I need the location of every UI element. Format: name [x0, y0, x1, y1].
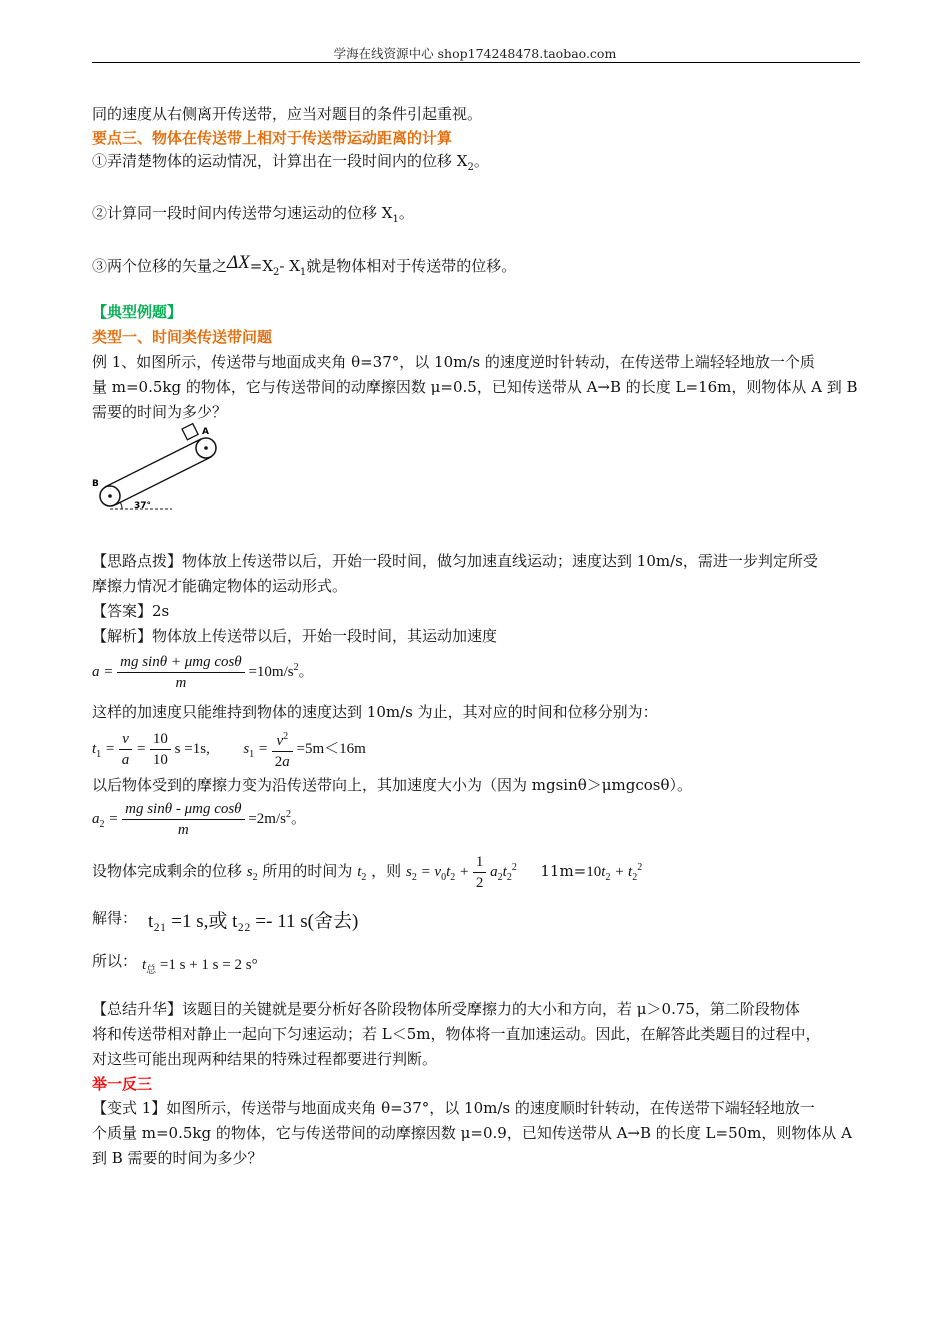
t1-result: =1s,: [184, 740, 210, 757]
equation-acceleration: a = $\frac{\text{mg sinθ + μmg cosθ}}{m}$ $=10m/s^2$。: [92, 654, 314, 691]
step-3-text-b: =X: [249, 257, 274, 275]
delta-x-symbol: ΔX: [227, 252, 250, 273]
step-2-sub: 1: [392, 214, 399, 225]
example-1-line-2: 量 m=0.5kg 的物体，它与传送带间的动摩擦因数 μ=0.5，已知传送带从 A→B 的长度 L=16m，则物体从 A 到 B: [92, 378, 858, 396]
variant-1-line-3: 到 B 需要的时间为多少？: [92, 1149, 263, 1167]
remaining-line: 设物体完成剩余的位移 $s_2$ 所用的时间为 $t_2$ ，则 $s_2 = v_0t_2$ + $\frac{1}{2}$ $a_2t_2^2$ $11m=10t_2 + t_2^2$: [92, 854, 643, 891]
example-1-line-3: 需要的时间为多少？: [92, 403, 228, 421]
step-1-end: 。: [473, 152, 489, 170]
text-line: 同的速度从右侧离开传送带，应当对题目的条件引起重视。: [92, 105, 483, 123]
step-3-sub2: 2: [273, 267, 280, 278]
typical-examples-heading: 【典型例题】: [92, 303, 183, 321]
summary-line-2: 将和传送带相对静止一起向下匀速运动；若 L＜5m，物体将一直加速运动。因此，在解答此类题目的过程中，: [92, 1025, 821, 1043]
a2-end: 。: [290, 810, 306, 827]
so-equation: $t_总 =1$ s + 1 s = 2 s°: [142, 957, 258, 976]
header-rule: [92, 62, 860, 63]
rest-text-c: ，则: [371, 861, 402, 880]
equation-a2: $a_2$ = $\frac{\text{mg sinθ - μmg cosθ}}{m}$ $=2m/s^2$。: [92, 801, 306, 838]
hint-line-1: 【思路点拨】物体放上传送带以后，开始一段时间，做匀加速直线运动；速度达到 10m/s，需进一步判定所受: [92, 552, 818, 570]
rest-text-b: 所用的时间为: [262, 861, 353, 880]
step-3-text-c: - X: [279, 257, 300, 275]
rest-eq: 11m=: [540, 861, 587, 880]
hint-line-2: 摩擦力情况才能确定物体的运动形式。: [92, 577, 348, 595]
acc-result: =10m/s: [248, 663, 294, 680]
after-line: 以后物体受到的摩擦力变为沿传送带向上，其加速度大小为（因为 mgsinθ＞μmgcosθ）。: [92, 776, 693, 794]
variant-1-line-2: 个质量 m=0.5kg 的物体，它与传送带间的动摩擦因数 μ=0.9，已知传送带从 A→B 的长度 L=50m，则物体从 A: [92, 1124, 852, 1142]
label-b: B: [92, 479, 99, 489]
step-3-text-a: ③两个位移的矢量之: [92, 257, 228, 275]
example-1-line-1: 例 1、如图所示，传送带与地面成夹角 θ=37°，以 10m/s 的速度逆时针转动，在传送带上端轻轻地放一个质: [92, 353, 815, 371]
solve-equation: t₂₁ =1 s,或 t₂₂ =- 11 s(舍去): [148, 911, 359, 932]
so-equation-text: =1 s + 1 s = 2 s: [159, 957, 252, 973]
summary-line-1: 【总结升华】该题目的关键就是要分析好各阶段物体所受摩擦力的大小和方向，若 μ＞0.75，第二阶段物体: [92, 1000, 800, 1018]
angle-label: 37°: [134, 501, 152, 511]
conveyor-diagram: [90, 420, 230, 515]
section-heading-3: 要点三、物体在传送带上相对于传送带运动距离的计算: [92, 129, 453, 147]
step-2: [92, 203, 414, 230]
belt-lower: [115, 457, 211, 505]
type-1-heading: 类型一、时间类传送带问题: [92, 328, 273, 346]
equation-t1-s1: $t_1$ = $\frac{v}{a}$ = $\frac{10}{10}$ s =1s, $s_1$ = $\frac{v^2}{2a}$ =5m＜16m: [92, 727, 366, 772]
variant-1-line-1: 【变式 1】如图所示，传送带与地面成夹角 θ=37°，以 10m/s 的速度顺时针转动，在传送带下端轻轻地放一: [92, 1099, 815, 1117]
a2-numerator: mg sinθ - μmg cosθ: [122, 799, 244, 820]
pulley-top-axle: [204, 446, 208, 450]
block: [182, 424, 198, 440]
answer: 【答案】2s: [92, 602, 170, 620]
summary-line-3: 对这些可能出现两种结果的特殊过程都要进行判断。: [92, 1050, 438, 1068]
step-3-sub1: 1: [299, 267, 307, 278]
analysis-intro: 【解析】物体放上传送带以后，开始一段时间，其运动加速度: [92, 627, 498, 645]
acc-denominator: m: [175, 675, 187, 691]
acc-end: 。: [298, 663, 314, 680]
step-2-end: 。: [398, 204, 414, 222]
jyfs-heading: 举一反三: [92, 1075, 153, 1093]
pulley-bottom-axle: [108, 494, 112, 498]
step-3: [92, 253, 516, 283]
keep-line: 这样的加速度只能维持到物体的速度达到 10m/s 为止，其对应的时间和位移分别为：: [92, 703, 658, 721]
s1-result: =5m＜16m: [296, 740, 366, 757]
page-header: 学海在线资源中心 shop174248478.taobao.com: [333, 46, 617, 61]
a2-fraction: $\frac{\text{mg sinθ - μmg cosθ}}{m}$: [122, 799, 244, 840]
a2-result: =2m/s: [248, 810, 286, 827]
step-1-sub: 2: [467, 162, 474, 173]
solve-label: 解得：: [92, 909, 138, 927]
step-1: [92, 151, 489, 178]
step-3-text-d: 就是物体相对于传送带的位移。: [306, 257, 517, 275]
step-1-text: ①弄清楚物体的运动情况，计算出在一段时间内的位移 X: [92, 152, 468, 170]
rest-text-a: 设物体完成剩余的位移: [92, 861, 243, 880]
belt-upper: [105, 439, 201, 487]
acc-fraction: [117, 652, 245, 693]
label-a: A: [202, 427, 209, 437]
so-label: 所以：: [92, 952, 138, 970]
acc-numerator: mg sinθ + μmg cosθ: [117, 652, 245, 673]
angle-arc: [120, 502, 122, 509]
step-2-text: ②计算同一段时间内传送带匀速运动的位移 X: [92, 204, 393, 222]
